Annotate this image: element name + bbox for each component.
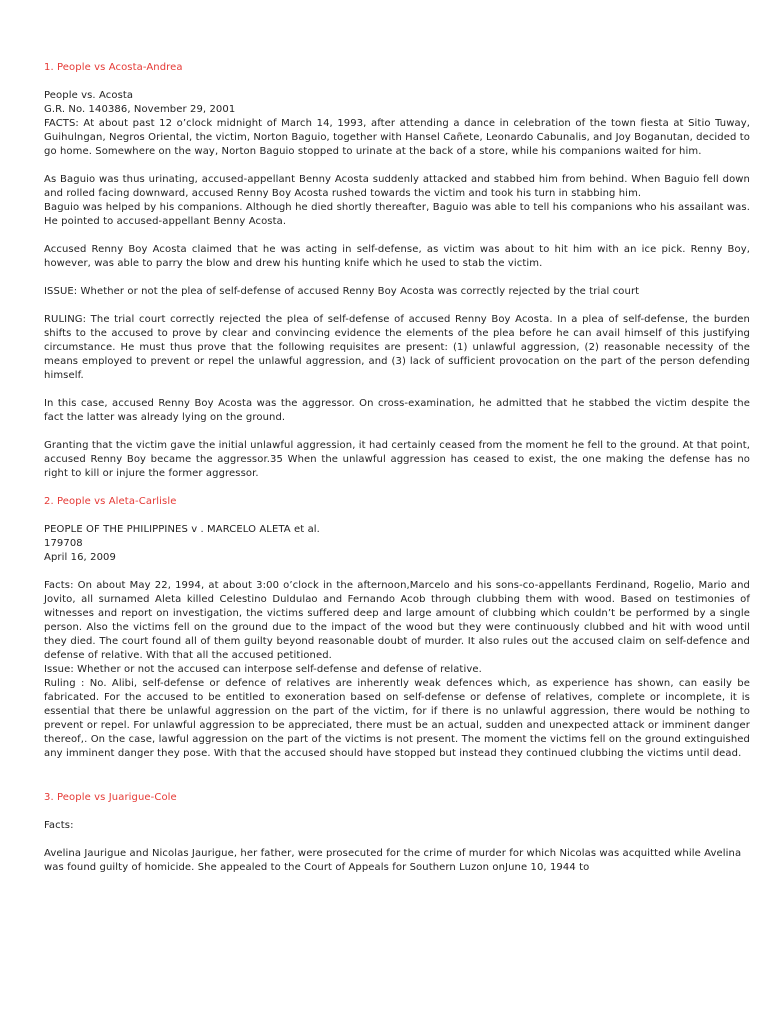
- case-2-ruling: Ruling : No. Alibi, self-defense or defence of relatives are inherently weak defences which, as experience has shown, can easily be fabricated. For the accused to be entitled to exoneration based on self-defense or defense of relatives, complete or incomplete, it is essential that there be unlawful aggression on the part of the victim, for if there is no unlawful aggression, there would be nothing to prevent or repel. For unlawful aggression to be appreciated, there must be an actual, sudden and unexpected attack or imminent danger thereof,. On the case, lawful aggression on the part of the victims is not present. The moment the victims fell on the ground extinguished any imminent danger they pose. With that the accused should have stopped but instead they continued clubbing the victims until dead.: [44, 678, 750, 759]
- case-1-paragraph: Granting that the victim gave the initial unlawful aggression, it had certainly ceased from the moment he fell to the ground. At that point, accused Renny Boy became the aggressor.35 When the unlawful aggression has ceased to exist, the one making the defense has no right to kill or injure the former aggressor.: [44, 440, 750, 479]
- case-1-paragraph: As Baguio was thus urinating, accused-appellant Benny Acosta suddenly attacked and stabbed him from behind. When Baguio fell down and rolled facing downward, accused Renny Boy Acosta rushed towards the victim and took his turn in stabbing him.: [44, 174, 750, 199]
- case-1-paragraph: Baguio was helped by his companions. Although he died shortly thereafter, Baguio was able to tell his companions who his assailant was. He pointed to accused-appellant Benny Acosta.: [44, 202, 750, 227]
- case-2-heading: 2. People vs Aleta-Carlisle: [44, 496, 177, 507]
- case-1-gr-number: G.R. No. 140386, November 29, 2001: [44, 104, 236, 115]
- case-2-facts: Facts: On about May 22, 1994, at about 3:00 o’clock in the afternoon,Marcelo and his sons-co-appellants Ferdinand, Rogelio, Mario and Jovito, all surnamed Aleta killed Celestino Duldulao and Fernando Acob through clubbing them with wood. Based on testimonies of witnesses and report on investigation, the victims suffered deep and large amount of clubbing which couldn’t be performed by a single person. Also the victims fell on the ground due to the impact of the wood but they were continuously clubbed and hit with wood until they died. The court found all of them guilty beyond reasonable doubt of murder. It also rules out the accused claim on self-defence and defense of relative. With that all the accused petitioned.: [44, 580, 750, 661]
- case-2-number: 179708: [44, 538, 83, 549]
- case-1-title: People vs. Acosta: [44, 90, 134, 101]
- case-1-paragraph: Accused Renny Boy Acosta claimed that he was acting in self-defense, as victim was about to hit him with an ice pick. Renny Boy, however, was able to parry the blow and drew his hunting knife which he used to stab the victim.: [44, 244, 750, 269]
- case-3-heading: 3. People vs Juarigue-Cole: [44, 792, 177, 803]
- document-body: [44, 61, 750, 875]
- case-1-facts: FACTS: At about past 12 o’clock midnight of March 14, 1993, after attending a dance in celebration of the town fiesta at Sitio Tuway, Guihulngan, Negros Oriental, the victim, Norton Baguio, together with Hansel Cañete, Leonardo Cabunalis, and Joy Boganutan, decided to go home. Somewhere on the way, Norton Baguio stopped to urinate at the back of a store, while his companions waited for him.: [44, 118, 750, 157]
- case-2-title: PEOPLE OF THE PHILIPPINES v . MARCELO ALETA et al.: [44, 524, 320, 535]
- case-3-facts-label: Facts:: [44, 820, 74, 831]
- case-2-issue: Issue: Whether or not the accused can interpose self-defense and defense of relative.: [44, 664, 482, 675]
- case-1-issue: ISSUE: Whether or not the plea of self-defense of accused Renny Boy Acosta was correctly rejected by the trial court: [44, 286, 640, 297]
- case-1-ruling: RULING: The trial court correctly rejected the plea of self-defense of accused Renny Boy Acosta. In a plea of self-defense, the burden shifts to the accused to prove by clear and convincing evidence the elements of the plea before he can avail himself of this justifying circumstance. He must thus prove that the following requisites are present: (1) unlawful aggression, (2) reasonable necessity of the means employed to prevent or repel the unlawful aggression, and (3) lack of sufficient provocation on the part of the person defending himself.: [44, 314, 750, 381]
- case-3-paragraph: Avelina Jaurigue and Nicolas Jaurigue, her father, were prosecuted for the crime of murder for which Nicolas was acquitted while Avelina was found guilty of homicide. She appealed to the Court of Appeals for Southern Luzon onJune 10, 1944 to: [44, 848, 742, 873]
- case-2-date: April 16, 2009: [44, 552, 116, 563]
- case-1-heading: 1. People vs Acosta-Andrea: [44, 62, 183, 73]
- case-1-paragraph: In this case, accused Renny Boy Acosta was the aggressor. On cross-examination, he admitted that he stabbed the victim despite the fact the latter was already lying on the ground.: [44, 398, 750, 423]
